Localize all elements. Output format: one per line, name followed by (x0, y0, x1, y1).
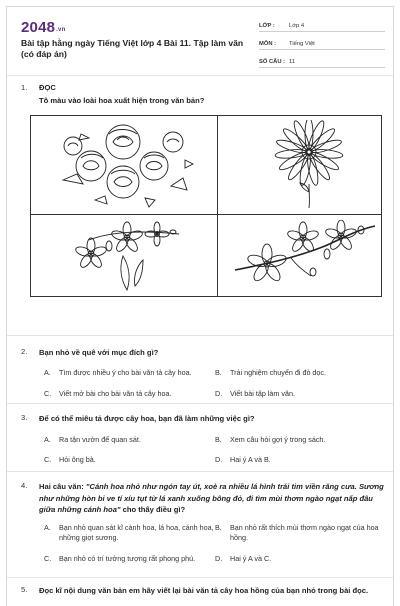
section-heading: ĐỌC (39, 83, 56, 92)
option-text: Viết bài tập làm văn. (230, 388, 295, 398)
option-text: Bạn nhỏ có trí tưởng tượng rất phong phú. (59, 553, 196, 563)
option-text: Viết mở bài cho bài văn tả cây hoa. (59, 388, 172, 398)
option-letter: D. (215, 454, 223, 464)
question-number: 5. (21, 585, 28, 594)
brand-name: 2048 (21, 19, 56, 36)
meta-table (259, 17, 385, 71)
question-text: Để có thể miêu tả được cây hoa, bạn đã làm những việc gì? (39, 414, 255, 423)
option-text: Bạn nhỏ rất thích mùi thơm ngào ngạt của hoa hồng. (230, 522, 379, 542)
divider (7, 335, 393, 336)
worksheet-header (7, 7, 393, 75)
meta-label: MÔN : (259, 41, 277, 47)
option-letter: B. (215, 434, 222, 444)
page-title: Bài tập hằng ngày Tiếng Việt lớp 4 Bài 11. Tập làm văn (có đáp án) (21, 38, 244, 59)
option-text: Tìm được nhiều ý cho bài văn tả cây hoa. (59, 367, 192, 377)
question-body (39, 413, 385, 464)
option-text: Hai ý A và B. (230, 454, 271, 464)
question-body (39, 481, 385, 563)
option-letter: A. (44, 522, 51, 532)
question-number: 3. (21, 413, 28, 422)
question-body (39, 347, 385, 398)
option-text: Xem câu hỏi gợi ý trong sách. (230, 434, 326, 444)
option-text: Hai ý A và C. (230, 553, 272, 563)
option-letter: C. (44, 553, 52, 563)
question-text: Đọc kĩ nội dung văn bản em hãy viết lại bài văn tả cây hoa hồng của bạn nhỏ trong bài đọc. (39, 586, 369, 595)
option-letter: B. (215, 367, 222, 377)
question-number: 1. (21, 83, 28, 92)
question-text: Tô màu vào loài hoa xuất hiện trong văn bản? (39, 96, 205, 105)
question-quote: "Cánh hoa nhỏ như ngón tay út, xoè ra nhiều lá hình trái tim viền răng cưa. Sương như những hòn bi ve tí xíu tụt từ lá xanh xuống bông đỏ, đi tìm mùi thơm ngào ngạt nấp đâu giữa những cánh hoa" (39, 482, 384, 514)
grid-divider (31, 214, 381, 215)
meta-value: Tiếng Việt (289, 41, 315, 47)
option-letter: A. (44, 367, 51, 377)
option-text: Hỏi ông bà. (59, 454, 96, 464)
question-number: 4. (21, 481, 28, 490)
question-body (39, 585, 385, 597)
brand-logo[interactable] (21, 19, 65, 36)
meta-value: Lớp 4 (289, 23, 305, 29)
divider (7, 471, 393, 472)
grid-divider (217, 116, 218, 296)
question-text: Bạn nhỏ về quê với mục đích gì? (39, 348, 159, 357)
question-text (39, 481, 385, 516)
question-body (39, 83, 385, 107)
flower-image-grid (30, 115, 382, 297)
option-text: Bạn nhỏ quan sát kĩ cành hoa, lá hoa, cánh hoa, những giọt sương. (59, 522, 214, 542)
option-letter: A. (44, 434, 51, 444)
meta-row-subject (259, 35, 385, 50)
daisy-image[interactable] (253, 120, 365, 210)
option-text: Ra tận vườn để quan sát. (59, 434, 141, 444)
option-letter: B. (215, 522, 222, 532)
option-letter: C. (44, 454, 52, 464)
question-prefix: Hai câu văn: (39, 482, 86, 491)
option-text: Trải nghiệm chuyến đi đò dọc. (230, 367, 327, 377)
blossom-branch-image[interactable] (231, 220, 377, 294)
meta-row-grade (259, 17, 385, 32)
meta-label: SỐ CÂU : (259, 59, 286, 65)
option-letter: D. (215, 388, 223, 398)
meta-label: LỚP : (259, 23, 275, 29)
option-letter: D. (215, 553, 223, 563)
question-suffix: cho thấy điều gì? (120, 505, 186, 514)
divider (7, 75, 393, 76)
meta-row-count (259, 53, 385, 68)
divider (7, 577, 393, 578)
worksheet-page (6, 6, 394, 606)
roses-image[interactable] (51, 120, 197, 210)
option-letter: C. (44, 388, 52, 398)
question-number: 2. (21, 347, 28, 356)
orchid-image[interactable] (69, 220, 187, 294)
meta-value: 11 (289, 59, 296, 65)
brand-tld: .vn (56, 27, 66, 33)
divider (7, 403, 393, 404)
